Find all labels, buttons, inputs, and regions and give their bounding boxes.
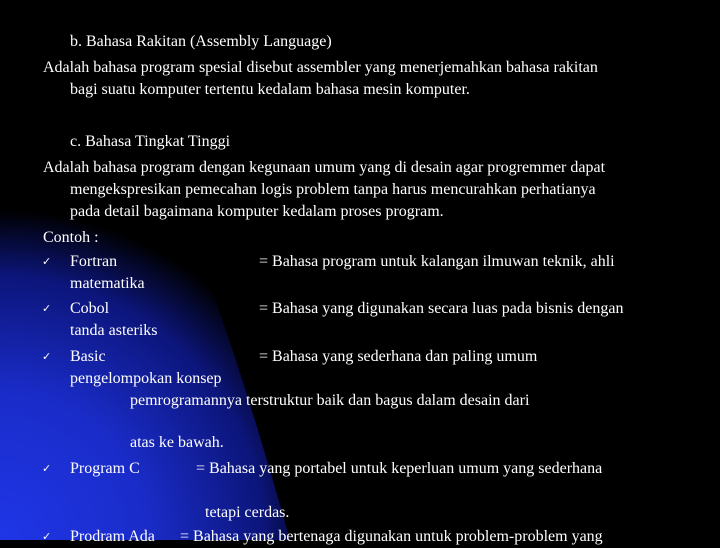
item-name-program-c: Program C	[70, 460, 140, 477]
checkmark-icon: ✓	[42, 350, 52, 363]
contoh-label: Contoh :	[43, 229, 99, 246]
item-cont-program-c: tetapi cerdas.	[205, 504, 290, 521]
item-cont-basic: pengelompokan konsep	[70, 370, 222, 387]
section-c-text-line-3: pada detail bagaimana komputer kedalam proses program.	[70, 203, 444, 220]
checkmark-icon: ✓	[42, 302, 52, 315]
item-name-cobol: Cobol	[70, 300, 110, 317]
checkmark-icon: ✓	[42, 462, 52, 475]
section-c-text-line-2: mengekspresikan pemecahan logis problem tanpa harus mencurahkan perhatianya	[70, 181, 596, 198]
item-desc-program-c: = Bahasa yang portabel untuk keperluan umum yang sederhana	[196, 460, 603, 477]
item-cont3-basic: atas ke bawah.	[130, 434, 224, 451]
item-cont2-basic: pemrogramannya terstruktur baik dan bagus dalam desain dari	[130, 392, 530, 409]
item-name-basic: Basic	[70, 348, 106, 365]
item-desc-fortran: = Bahasa program untuk kalangan ilmuwan teknik, ahli	[259, 253, 615, 270]
item-name-ada: Prodram Ada	[70, 528, 155, 545]
checkmark-icon: ✓	[42, 530, 52, 543]
section-c-heading: c. Bahasa Tingkat Tinggi	[70, 133, 231, 150]
section-c-text-line-1: Adalah bahasa program dengan kegunaan umum yang di desain agar progremmer dapat	[43, 159, 606, 176]
section-b-heading: b. Bahasa Rakitan (Assembly Language)	[70, 33, 332, 50]
item-cont-fortran: matematika	[70, 275, 145, 292]
item-desc-basic: = Bahasa yang sederhana dan paling umum	[259, 348, 538, 365]
item-desc-cobol: = Bahasa yang digunakan secara luas pada bisnis dengan	[259, 300, 624, 317]
item-name-fortran: Fortran	[70, 253, 118, 270]
checkmark-icon: ✓	[42, 255, 52, 268]
section-b-text-line-2: bagi suatu komputer tertentu kedalam bahasa mesin komputer.	[70, 81, 470, 98]
section-b-text-line-1: Adalah bahasa program spesial disebut assembler yang menerjemahkan bahasa rakitan	[43, 59, 598, 76]
item-desc-ada: = Bahasa yang bertenaga digunakan untuk problem-problem yang	[180, 528, 603, 545]
item-cont-cobol: tanda asteriks	[70, 322, 158, 339]
